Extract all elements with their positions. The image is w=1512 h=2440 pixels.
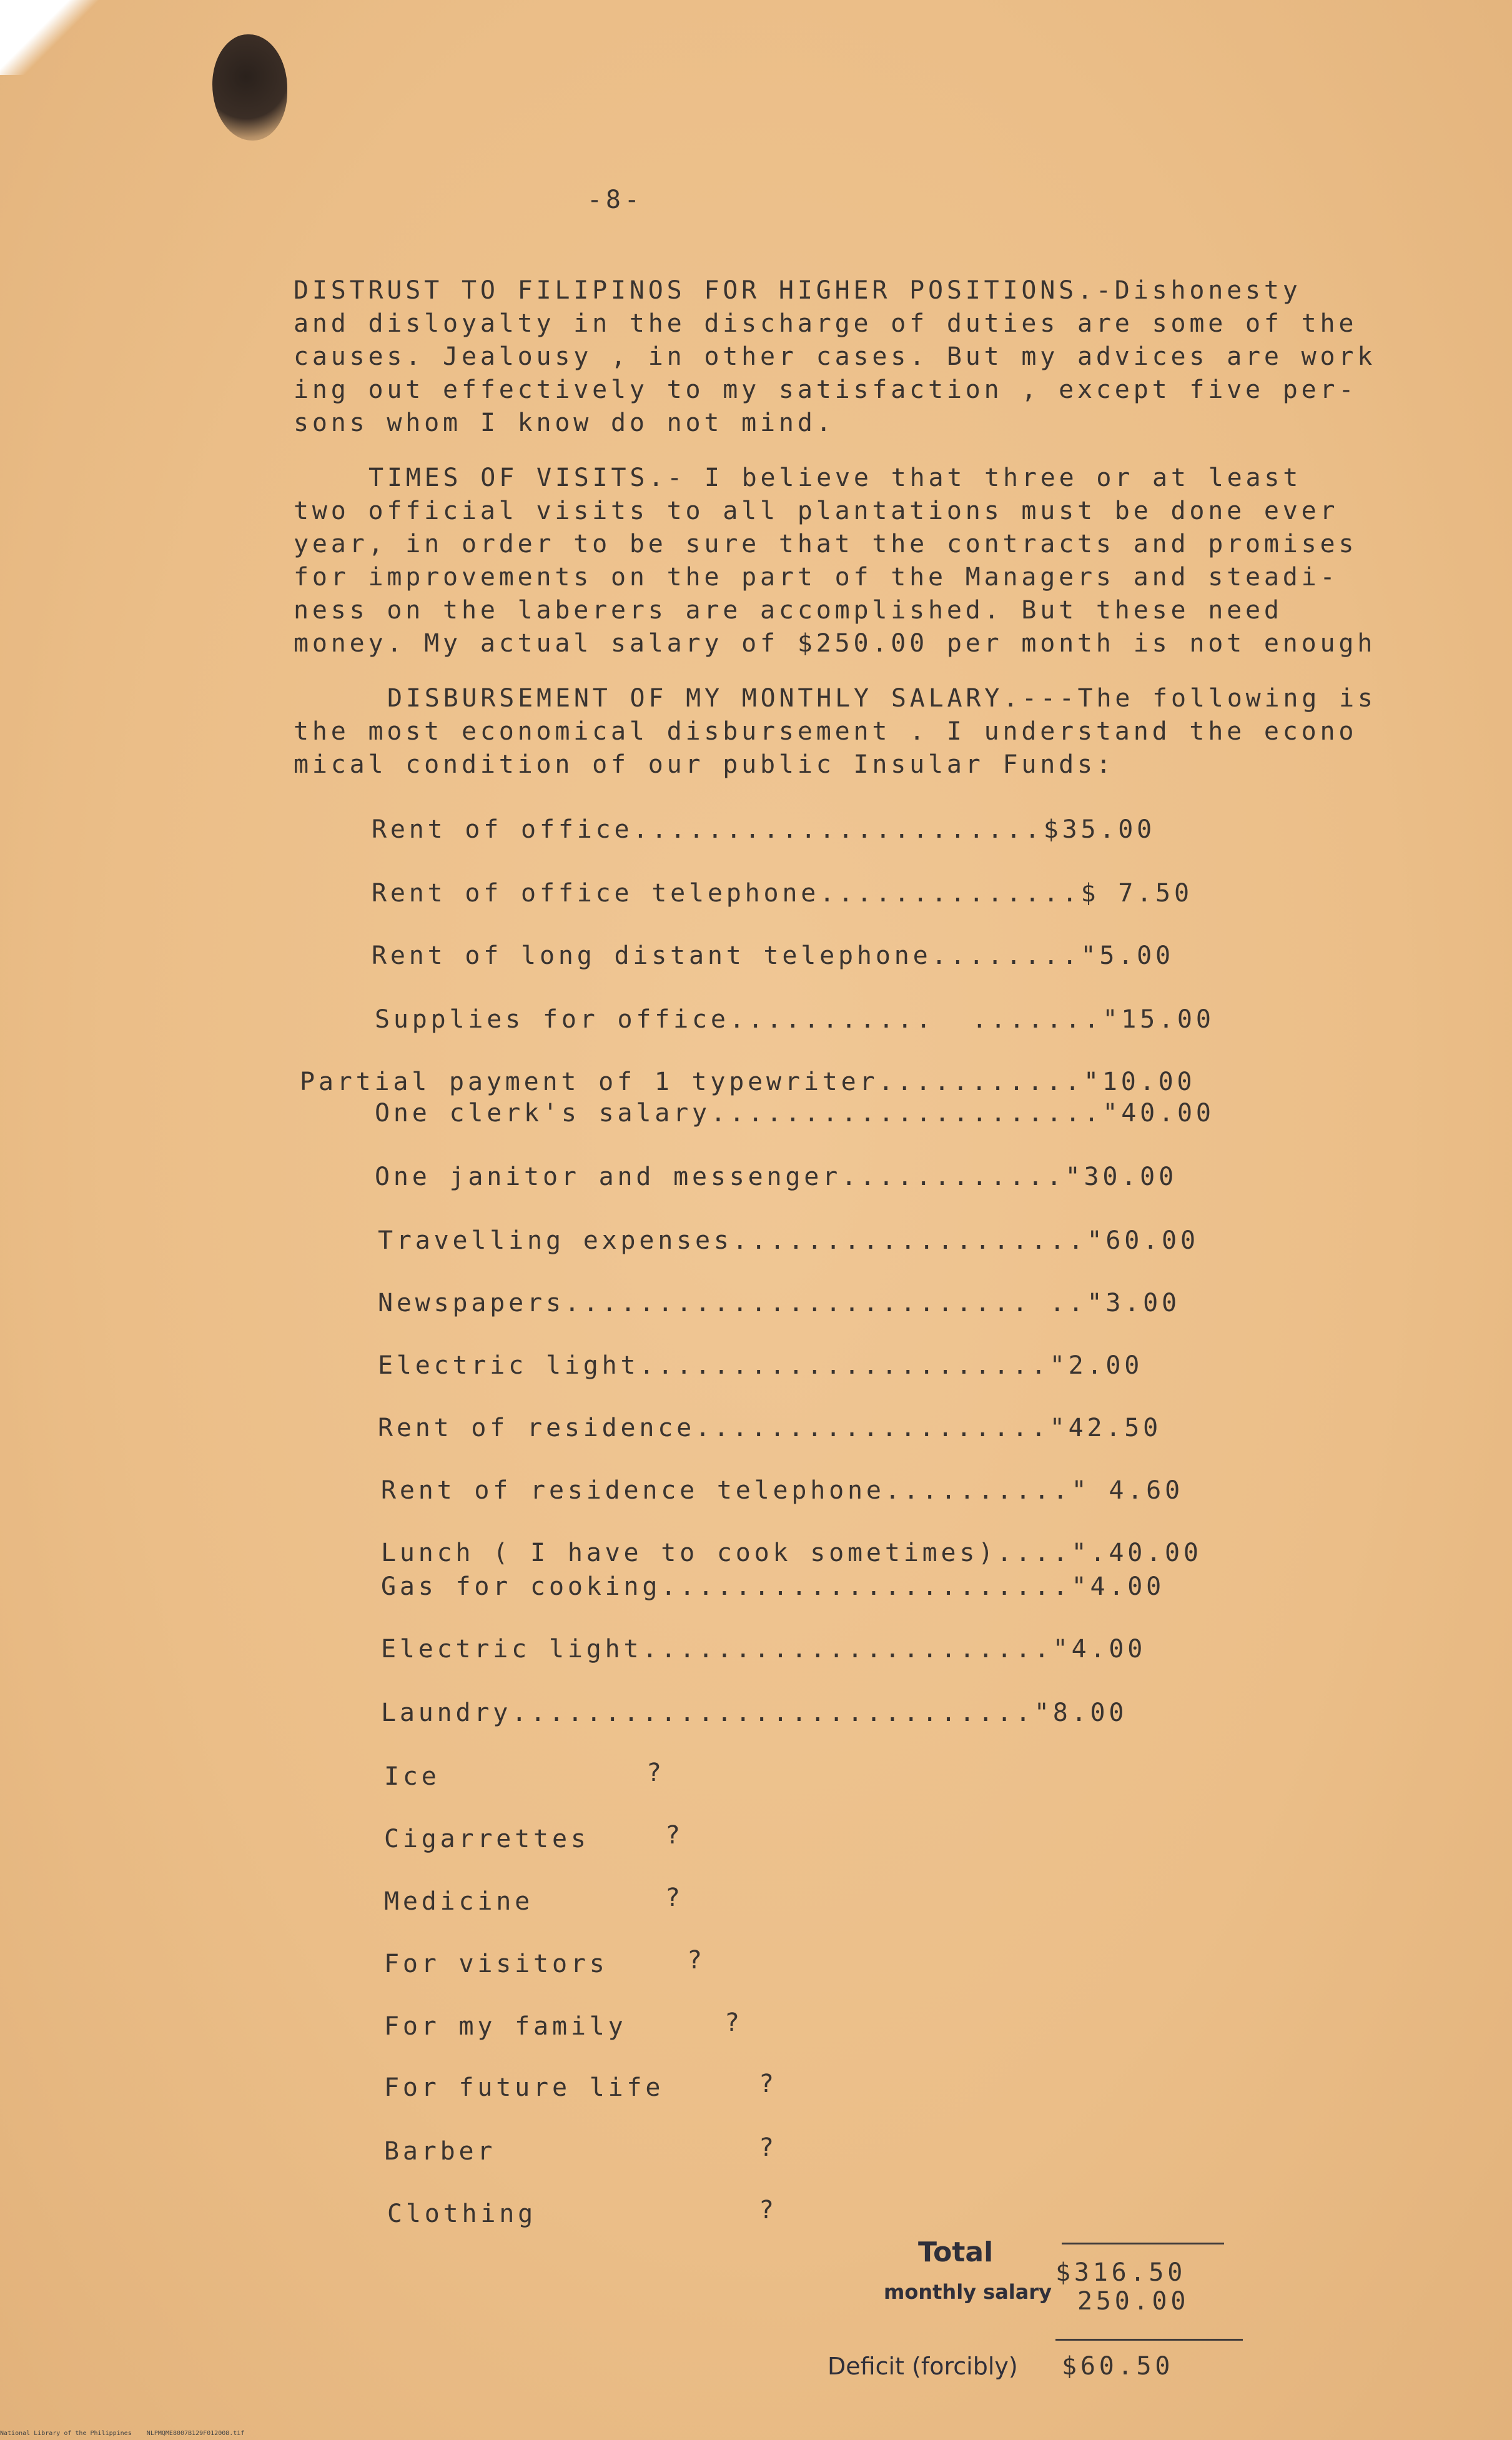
expense-line: Electric light......................"2.00 <box>378 1351 1144 1380</box>
expense-line: Laundry............................"8.00 <box>381 1699 1128 1727</box>
salary-amount: 250.00 <box>1077 2287 1190 2316</box>
deficit-label: Deficit (forcibly) <box>828 2353 1018 2380</box>
expense-line: Newspapers......................... .."3.00 <box>378 1289 1180 1317</box>
paragraph-line: causes. Jealousy , in other cases. But my advices are work <box>294 342 1376 371</box>
expense-line: Partial payment of 1 typewriter..........."10.00 <box>300 1068 1196 1096</box>
paragraph-line: sons whom I know do not mind. <box>294 409 835 437</box>
question-mark: ? <box>665 1821 684 1850</box>
torn-corner <box>0 0 106 75</box>
unknown-item-label: For visitors <box>384 1950 608 1978</box>
question-mark: ? <box>759 2133 778 2162</box>
paragraph-line: DISTRUST TO FILIPINOS FOR HIGHER POSITIONS.-Dishonesty <box>294 276 1302 305</box>
deficit-rule <box>1055 2339 1243 2341</box>
ink-stain <box>212 34 287 141</box>
total-label: Total <box>918 2236 994 2268</box>
monthly-salary-label: monthly salary <box>884 2280 1052 2304</box>
question-mark: ? <box>759 2070 778 2098</box>
archive-footer: National Library of the Philippines NLPMQME8007B129F012008.tif <box>0 2430 245 2437</box>
unknown-item-label: Ice <box>384 1762 440 1791</box>
question-mark: ? <box>665 1883 684 1912</box>
unknown-item-label: Medicine <box>384 1887 534 1916</box>
unknown-item-label: Clothing <box>387 2199 537 2228</box>
paragraph-line: TIMES OF VISITS.- I believe that three or at least <box>368 464 1302 492</box>
expense-line: Rent of office telephone..............$ 7.50 <box>372 879 1193 908</box>
expense-line: Rent of long distant telephone........"5.00 <box>372 941 1174 970</box>
paragraph-line: year, in order to be sure that the contracts and promises <box>294 530 1358 558</box>
total-underline-top <box>1062 2243 1224 2244</box>
paragraph-line: two official visits to all plantations must be done ever <box>294 497 1339 525</box>
page-number: -8- <box>587 186 643 214</box>
paragraph-line: DISBURSEMENT OF MY MONTHLY SALARY.---The following is <box>387 684 1376 713</box>
paragraph-line: for improvements on the part of the Managers and steadi- <box>294 563 1339 592</box>
unknown-item-label: For future life <box>384 2073 665 2102</box>
question-mark: ? <box>724 2008 743 2037</box>
deficit-amount: $60.50 <box>1062 2352 1174 2381</box>
paragraph-line: the most economical disbursement . I understand the econo <box>294 717 1358 746</box>
unknown-item-label: Cigarrettes <box>384 1825 590 1853</box>
expense-line: One clerk's salary....................."40.00 <box>375 1099 1215 1128</box>
unknown-item-label: For my family <box>384 2012 627 2041</box>
question-mark: ? <box>687 1946 706 1975</box>
paragraph-line: money. My actual salary of $250.00 per month is not enough <box>294 629 1376 658</box>
paragraph-line: ness on the laberers are accomplished. But these need <box>294 596 1283 625</box>
expense-line: Supplies for office........... ......."15.00 <box>375 1005 1215 1034</box>
question-mark: ? <box>646 1758 665 1787</box>
paragraph-line: mical condition of our public Insular Funds: <box>294 750 1115 779</box>
question-mark: ? <box>759 2196 778 2224</box>
expense-line: Rent of office......................$35.00 <box>372 815 1156 844</box>
paragraph-line: and disloyalty in the discharge of duties are some of the <box>294 309 1358 338</box>
expense-line: Rent of residence telephone.........." 4.60 <box>381 1476 1183 1505</box>
expense-line: One janitor and messenger............"30.00 <box>375 1163 1177 1191</box>
expense-line: Lunch ( I have to cook sometimes)....".40.00 <box>381 1539 1202 1567</box>
expense-line: Electric light......................"4.00 <box>381 1635 1147 1664</box>
expense-line: Gas for cooking......................"4.00 <box>381 1572 1165 1601</box>
expense-line: Travelling expenses..................."60.00 <box>378 1226 1199 1255</box>
expense-line: Rent of residence..................."42.50 <box>378 1414 1162 1442</box>
total-amount: $316.50 <box>1055 2258 1187 2287</box>
paragraph-line: ing out effectively to my satisfaction , except five per- <box>294 375 1358 404</box>
unknown-item-label: Barber <box>384 2137 497 2166</box>
